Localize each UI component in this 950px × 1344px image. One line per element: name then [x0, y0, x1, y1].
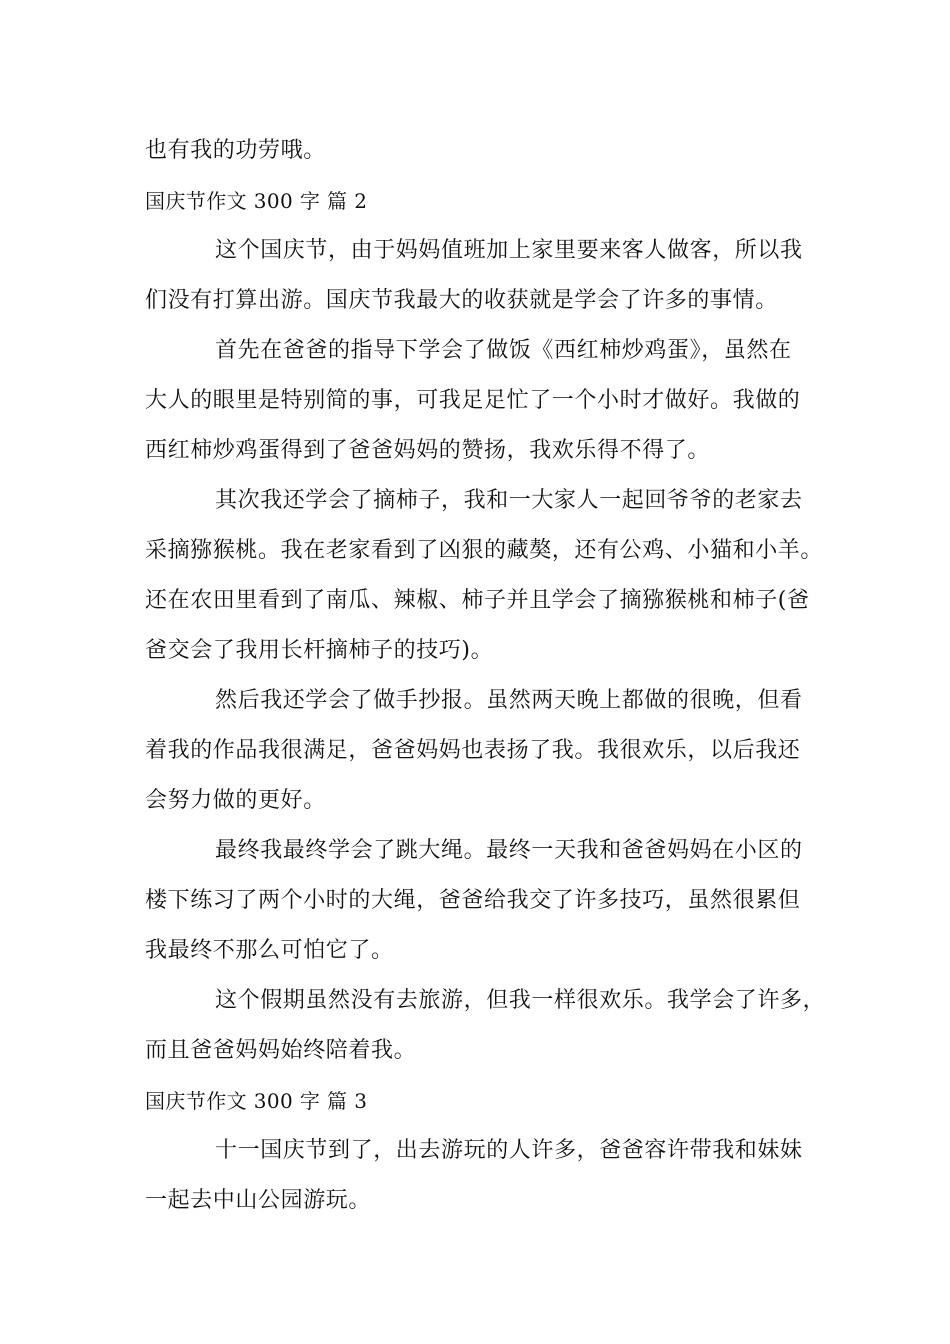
paragraph-line: 这个国庆节，由于妈妈值班加上家里要来客人做客，所以我 [215, 238, 803, 263]
paragraph-line: 西红柿炒鸡蛋得到了爸爸妈妈的赞扬，我欢乐得不得了。 [145, 438, 711, 463]
paragraph-line: 会努力做的更好。 [145, 788, 326, 813]
paragraph-line: 然后我还学会了做手抄报。虽然两天晚上都做的很晚，但看 [215, 688, 803, 713]
paragraph-line: 首先在爸爸的指导下学会了做饭《西红柿炒鸡蛋》，虽然在 [215, 338, 792, 363]
section-heading: 国庆节作文 300 字 篇 2 [145, 189, 368, 213]
paragraph-line: 们没有打算出游。国庆节我最大的收获就是学会了许多的事情。 [145, 288, 778, 313]
paragraph-line: 还在农田里看到了南瓜、辣椒、柿子并且学会了摘猕猴桃和柿子(爸 [145, 588, 810, 613]
section-heading: 国庆节作文 300 字 篇 3 [145, 1089, 368, 1113]
paragraph-line: 大人的眼里是特别简的事，可我足足忙了一个小时才做好。我做的 [145, 388, 801, 413]
paragraph-line: 最终我最终学会了跳大绳。最终一天我和爸爸妈妈在小区的 [215, 838, 803, 863]
paragraph-line: 着我的作品我很满足，爸爸妈妈也表扬了我。我很欢乐，以后我还 [145, 738, 801, 763]
paragraph-line: 也有我的功劳哦。 [145, 138, 326, 163]
paragraph-line: 而且爸爸妈妈始终陪着我。 [145, 1038, 417, 1063]
paragraph-line: 其次我还学会了摘柿子，我和一大家人一起回爷爷的老家去 [215, 488, 803, 513]
paragraph-line: 十一国庆节到了，出去游玩的人许多，爸爸容许带我和妹妹 [215, 1138, 803, 1163]
paragraph-line: 这个假期虽然没有去旅游，但我一样很欢乐。我学会了许多， [215, 988, 826, 1013]
paragraph-line: 一起去中山公园游玩。 [145, 1188, 372, 1213]
paragraph-line: 我最终不那么可怕它了。 [145, 938, 394, 963]
paragraph-line: 楼下练习了两个小时的大绳，爸爸给我交了许多技巧，虽然很累但 [145, 888, 801, 913]
paragraph-line: 爸交会了我用长杆摘柿子的技巧)。 [145, 638, 494, 663]
paragraph-line: 采摘猕猴桃。我在老家看到了凶狠的藏獒，还有公鸡、小猫和小羊。 [145, 538, 824, 563]
